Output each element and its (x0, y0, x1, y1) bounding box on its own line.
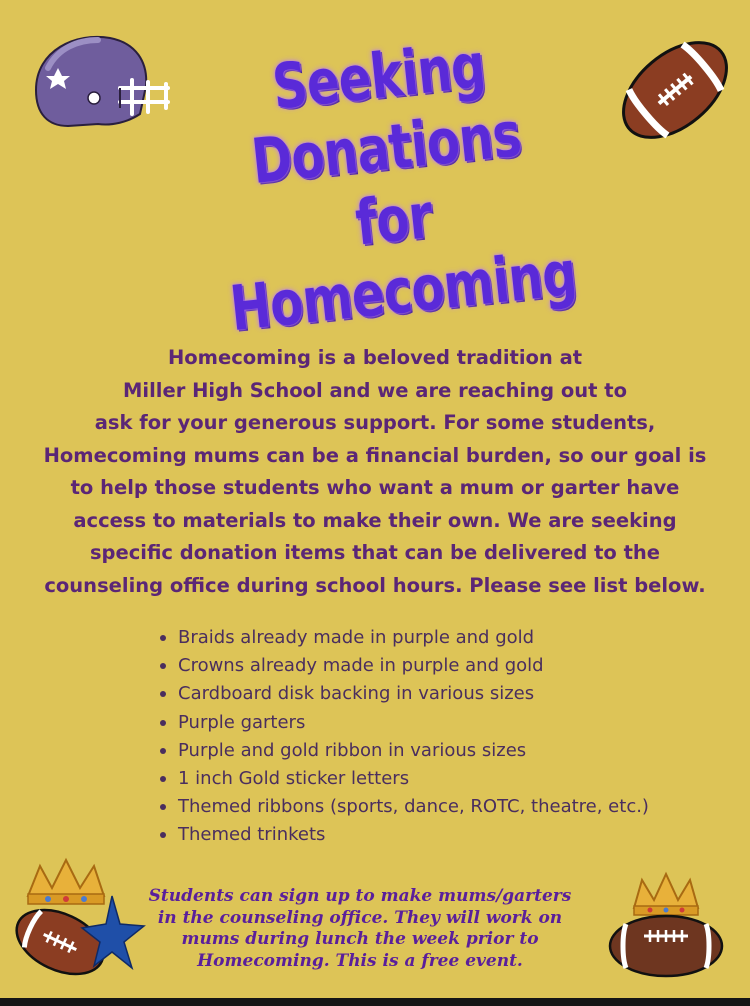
list-item-label: Purple and gold ribbon in various sizes (178, 739, 527, 761)
title-line-3: Homecoming (226, 236, 580, 346)
football-icon (610, 30, 740, 150)
intro-line: specific donation items that can be delivered to the (89, 541, 661, 564)
bullet-icon (160, 748, 166, 754)
list-item (158, 680, 718, 708)
football-helmet-icon (28, 28, 178, 138)
bullet-icon (160, 663, 166, 669)
list-item (158, 624, 718, 652)
list-item-label: Cardboard disk backing in various sizes (178, 683, 535, 705)
intro-line: to help those students who want a mum or garter have (70, 476, 680, 499)
intro-paragraph (30, 342, 720, 602)
signup-note (140, 886, 580, 972)
bottom-border (0, 998, 750, 1006)
page-title (156, 18, 624, 350)
list-item-label: Themed trinkets (178, 824, 326, 846)
intro-line: Homecoming mums can be a financial burden, so our goal is (43, 443, 707, 467)
signup-note-line: Homecoming. This is a free event. (197, 950, 523, 971)
intro-line: Homecoming is a beloved tradition at (167, 346, 583, 369)
signup-note-line: in the counseling office. They will work on (157, 907, 563, 928)
donation-items-list (158, 624, 718, 850)
bullet-icon (160, 832, 166, 838)
intro-line: access to materials to make their own. We are seeking (73, 508, 677, 532)
signup-note-line: mums during lunch the week prior to (181, 929, 539, 949)
list-item-label: 1 inch Gold sticker letters (178, 768, 410, 790)
list-item-label: Themed ribbons (sports, dance, ROTC, theatre, etc.) (178, 796, 649, 818)
signup-note-line: Students can sign up to make mums/garters (148, 886, 572, 906)
list-item-label: Braids already made in purple and gold (178, 627, 535, 648)
list-item (158, 765, 718, 793)
intro-line: ask for your generous support. For some students, (94, 411, 656, 434)
list-item (158, 652, 718, 680)
bullet-icon (160, 691, 166, 697)
intro-line: counseling office during school hours. Please see list below. (44, 573, 706, 597)
title-line-2: Donations for (248, 97, 525, 260)
list-item (158, 709, 718, 737)
list-item (158, 737, 718, 765)
intro-line: Miller High School and we are reaching out to (123, 378, 627, 402)
football-crown-icon (604, 870, 728, 982)
title-line-1: Seeking (269, 28, 489, 124)
list-item-label: Purple garters (178, 711, 306, 733)
bullet-icon (160, 635, 166, 641)
bullet-icon (160, 720, 166, 726)
bullet-icon (160, 804, 166, 810)
list-item (158, 821, 718, 849)
football-crown-star-icon (8, 856, 148, 986)
bullet-icon (160, 776, 166, 782)
list-item (158, 793, 718, 821)
list-item-label: Crowns already made in purple and gold (178, 655, 544, 677)
